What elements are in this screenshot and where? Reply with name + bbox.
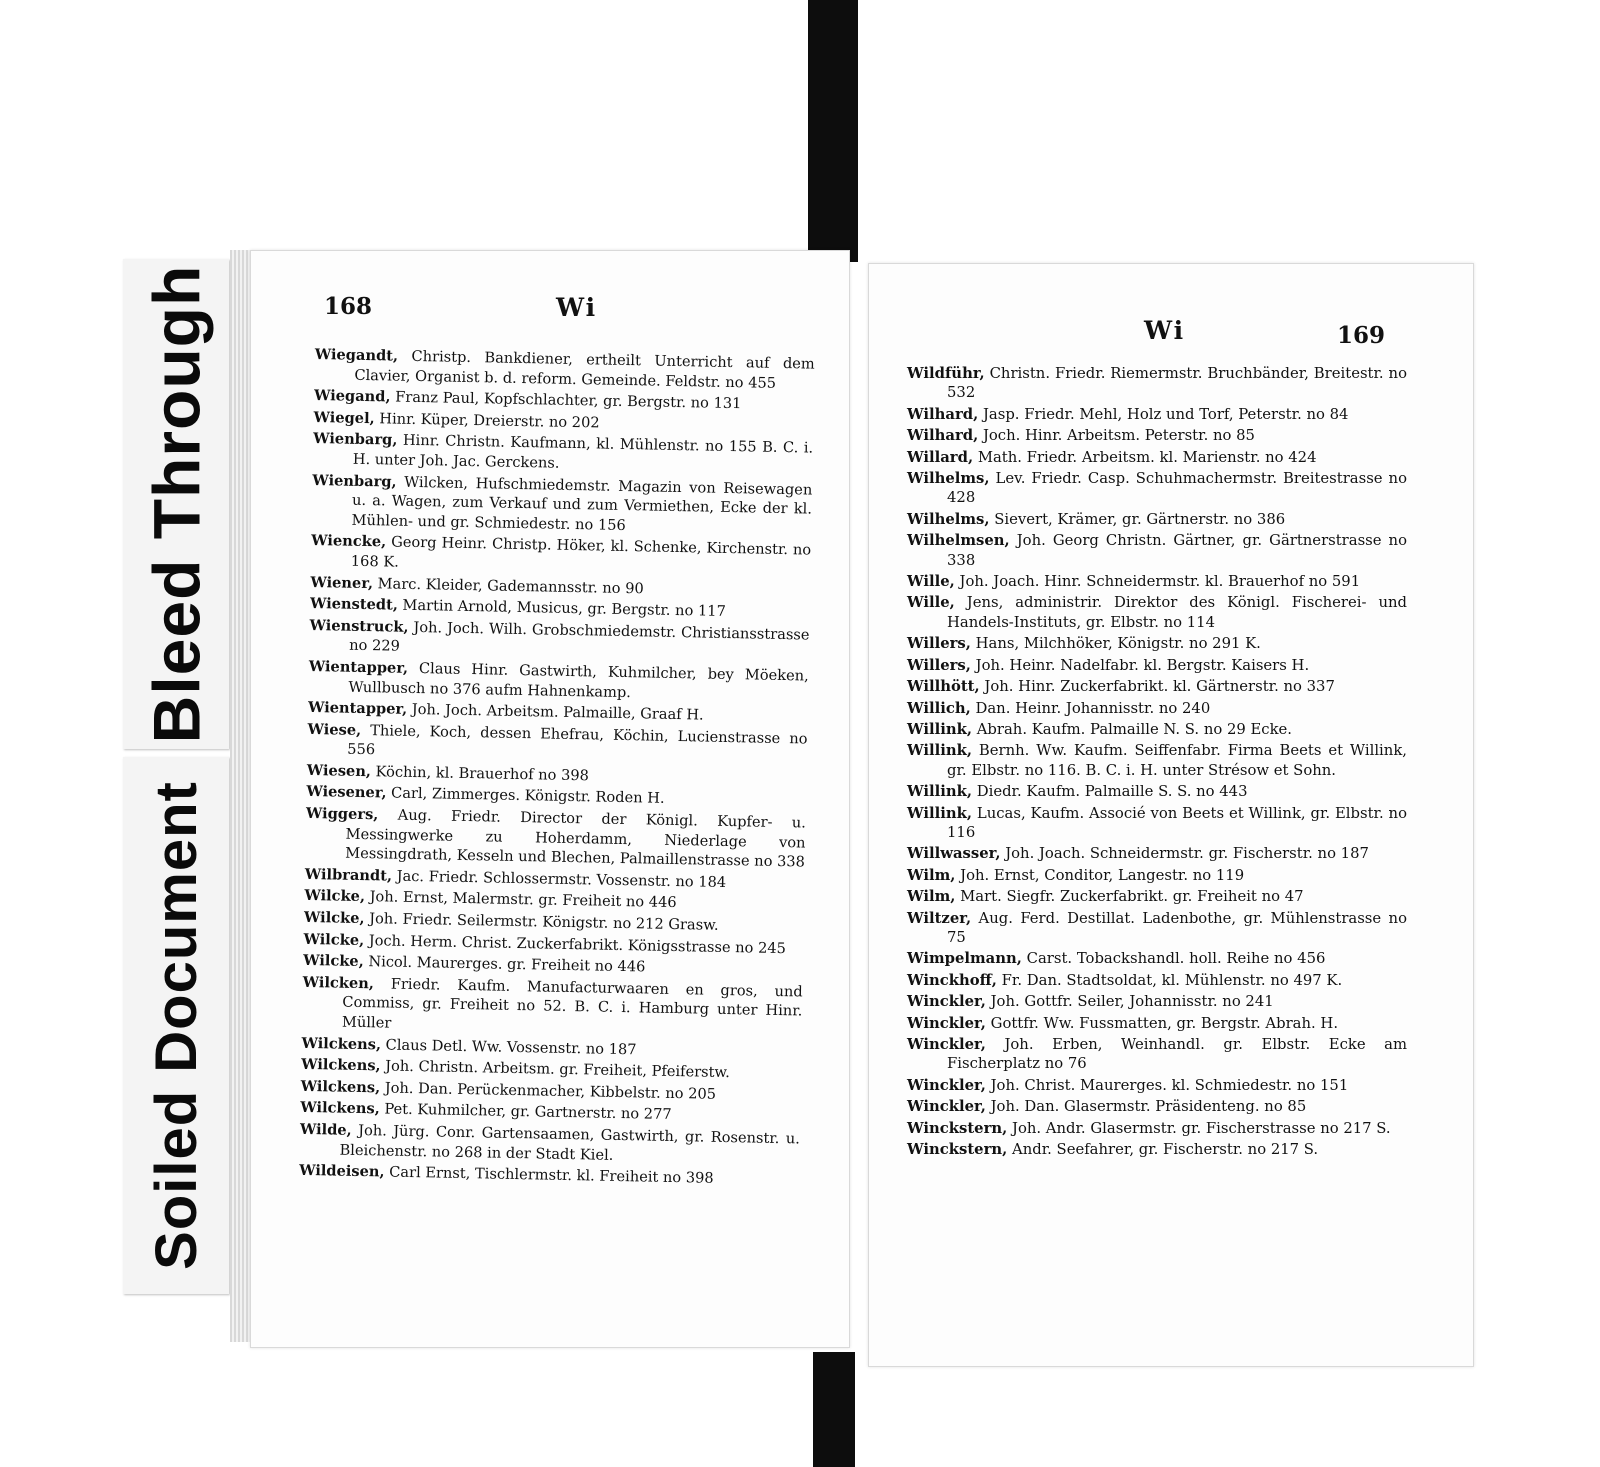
entry-surname: Wientapper, — [307, 699, 408, 718]
binding-strip-bottom — [813, 1352, 855, 1467]
directory-entry — [907, 949, 1407, 968]
entry-surname: Willink, — [907, 783, 973, 801]
entry-surname: Wilcken, — [302, 973, 375, 993]
directory-entry — [907, 804, 1407, 843]
entry-details: Aug. Ferd. Destillat. Ladenbothe, gr. Mühlenstrasse no 75 — [947, 909, 1407, 946]
entry-surname: Wilhelms, — [907, 470, 990, 488]
entry-surname: Wilhard, — [907, 427, 979, 445]
entry-surname: Willink, — [907, 804, 973, 822]
directory-entry — [907, 1076, 1407, 1095]
entry-surname: Wiesener, — [306, 783, 387, 802]
directory-entry — [907, 364, 1407, 403]
entry-details: Aug. Friedr. Director der Königl. Kupfer- u. Messingwerke zu Hoherdamm, Niederlage von Messingdrath, Kesseln und Blechen, Palmaillenstrasse no 338 — [345, 806, 807, 871]
entry-details: Carl, Zimmerges. Königstr. Roden H. — [390, 785, 665, 808]
entry-surname: Wilm, — [907, 866, 956, 884]
right-entry-list — [907, 364, 1407, 1161]
entry-details: Pet. Kuhmilcher, gr. Gartnerstr. no 277 — [384, 1100, 672, 1124]
right-page-number: 169 — [1336, 322, 1385, 349]
entry-details: Marc. Kleider, Gademannsstr. no 90 — [377, 574, 644, 597]
entry-details: Thiele, Koch, dessen Ehefrau, Köchin, Lucienstrasse no 556 — [347, 721, 808, 759]
entry-surname: Wilcke, — [303, 908, 365, 928]
entry-details: Joh. Gottfr. Seiler, Johannisstr. no 241 — [990, 993, 1274, 1011]
entry-surname: Willard, — [907, 448, 974, 466]
left-page-number: 168 — [324, 293, 373, 320]
directory-entry — [907, 448, 1407, 467]
bleed-through-tab — [123, 259, 229, 749]
entry-surname: Winckler, — [907, 1098, 986, 1116]
entry-surname: Willwasser, — [907, 845, 1001, 863]
directory-entry — [308, 657, 809, 706]
entry-details: Christp. Bankdiener, ertheilt Unterricht auf dem Clavier, Organist b. d. reform. Gemeinde. Feldstr. no 455 — [354, 347, 815, 392]
entry-surname: Wiese, — [307, 720, 362, 739]
entry-details: Bernh. Ww. Kaufm. Seiffenfabr. Firma Beets et Willink, gr. Elbstr. no 116. B. C. i. H. unter Strésow et Sohn. — [947, 742, 1407, 779]
entry-surname: Wille, — [907, 594, 955, 612]
directory-entry — [907, 1014, 1407, 1033]
directory-entry — [309, 616, 810, 665]
entry-details: Math. Friedr. Arbeitsm. kl. Marienstr. no 424 — [977, 448, 1317, 466]
entry-surname: Willers, — [907, 635, 971, 653]
entry-details: Mart. Siegfr. Zuckerfabrikt. gr. Freiheit no 47 — [960, 888, 1304, 906]
entry-details: Joh. Hinr. Zuckerfabrikt. kl. Gärtnerstr. no 337 — [984, 678, 1335, 696]
entry-details: Sievert, Krämer, gr. Gärtnerstr. no 386 — [994, 510, 1286, 528]
directory-entry — [907, 720, 1407, 739]
entry-details: Joh. Ernst, Conditor, Langestr. no 119 — [960, 866, 1245, 884]
entry-details: Hinr. Küper, Dreierstr. no 202 — [379, 410, 600, 432]
directory-entry — [907, 1035, 1407, 1074]
entry-details: Lucas, Kaufm. Associé von Beets et Willink, gr. Elbstr. no 116 — [947, 804, 1407, 841]
directory-entry — [907, 677, 1407, 696]
entry-details: Claus Hinr. Gastwirth, Kuhmilcher, bey Möeken, Wullbusch no 376 aufm Hahnenkamp. — [348, 659, 809, 701]
directory-entry — [907, 593, 1407, 632]
entry-details: Wilcken, Hufschmiedemstr. Magazin von Reisewagen u. a. Wagen, zum Verkauf und zum Vermiethen, Ecke der kl. Mühlen- und gr. Schmiedestr. no 156 — [351, 473, 813, 534]
entry-details: Hinr. Christn. Kaufmann, kl. Mühlenstr. no 155 B. C. i. H. unter Joh. Jac. Gerckens. — [352, 432, 814, 472]
entry-surname: Wilckens, — [300, 1077, 381, 1097]
entry-surname: Wille, — [907, 573, 955, 591]
directory-entry — [907, 782, 1407, 801]
entry-surname: Wilckens, — [301, 1056, 381, 1075]
entry-details: Georg Heinr. Christp. Höker, kl. Schenke, Kirchenstr. no 168 K. — [350, 533, 812, 571]
directory-entry — [305, 804, 806, 872]
entry-details: Claus Detl. Ww. Vossenstr. no 187 — [385, 1036, 637, 1058]
left-page-header — [251, 251, 849, 321]
directory-entry — [313, 429, 814, 478]
entry-surname: Wiesen, — [306, 761, 372, 781]
entry-details: Fr. Dan. Stadtsoldat, kl. Mühlenstr. no 497 K. — [1001, 971, 1343, 989]
entry-details: Joh. Georg Christn. Gärtner, gr. Gärtnerstrasse no 338 — [947, 532, 1407, 569]
directory-entry — [307, 720, 808, 769]
entry-surname: Wiegel, — [313, 408, 375, 427]
entry-surname: Wilckens, — [301, 1034, 382, 1053]
entry-details: Joch. Herm. Christ. Zuckerfabrikt. Königsstrasse no 245 — [368, 931, 787, 957]
entry-details: Joh. Heinr. Nadelfabr. kl. Bergstr. Kaisers H. — [975, 656, 1310, 674]
right-page-running-head: Wi — [1144, 316, 1186, 345]
entry-details: Joh. Joach. Schneidermstr. gr. Fischerstr. no 187 — [1005, 845, 1369, 863]
directory-entry — [907, 469, 1407, 508]
entry-details: Jac. Friedr. Schlossermstr. Vossenstr. no 184 — [396, 867, 727, 891]
entry-details: Joch. Hinr. Arbeitsm. Peterstr. no 85 — [982, 427, 1255, 445]
left-entry-list — [299, 345, 815, 1192]
entry-surname: Wilcke, — [304, 887, 366, 906]
entry-details: Joh. Dan. Perückenmacher, Kibbelstr. no 205 — [384, 1079, 717, 1103]
entry-surname: Willink, — [907, 720, 973, 738]
entry-details: Carl Ernst, Tischlermstr. kl. Freiheit no 398 — [389, 1163, 714, 1187]
entry-details: Joh. Joach. Hinr. Schneidermstr. kl. Brauerhof no 591 — [959, 573, 1361, 591]
directory-entry — [311, 531, 812, 580]
entry-details: Joh. Erben, Weinhandl. gr. Elbstr. Ecke am Fischerplatz no 76 — [947, 1036, 1407, 1073]
entry-details: Franz Paul, Kopfschlachter, gr. Bergstr. no 131 — [395, 388, 742, 413]
entry-details: Jens, administrir. Direktor des Königl. Fischerei- und Handels-Instituts, gr. Elbstr. no 114 — [947, 594, 1407, 631]
directory-entry — [907, 699, 1407, 718]
entry-details: Diedr. Kaufm. Palmaille S. S. no 443 — [976, 783, 1248, 801]
entry-surname: Wilbrandt, — [304, 865, 393, 885]
entry-surname: Wilckens, — [300, 1099, 380, 1118]
entry-details: Andr. Seefahrer, gr. Fischerstr. no 217 S. — [1012, 1141, 1319, 1159]
directory-entry — [907, 510, 1407, 529]
entry-details: Nicol. Maurerges. gr. Freiheit no 446 — [368, 953, 646, 976]
directory-entry — [907, 741, 1407, 780]
directory-entry — [907, 656, 1407, 675]
entry-surname: Winckhoff, — [907, 971, 997, 989]
entry-details: Joh. Christ. Maurerges. kl. Schmiedestr. no 151 — [990, 1076, 1349, 1094]
entry-surname: Winckler, — [907, 993, 986, 1011]
entry-surname: Wilhelmsen, — [907, 532, 1010, 550]
directory-entry — [907, 844, 1407, 863]
entry-surname: Wilm, — [907, 888, 956, 906]
entry-surname: Willich, — [907, 699, 971, 717]
entry-surname: Wilcke, — [303, 952, 364, 971]
right-page — [868, 263, 1474, 1367]
bleed-through-label: Bleed Through — [139, 264, 213, 744]
entry-details: Joh. Joch. Arbeitsm. Palmaille, Graaf H. — [411, 701, 704, 724]
entry-surname: Wiegand, — [313, 387, 391, 406]
entry-surname: Wienstedt, — [309, 595, 399, 614]
entry-surname: Winckler, — [907, 1014, 986, 1032]
directory-entry — [907, 405, 1407, 424]
directory-entry — [907, 1119, 1407, 1138]
entry-surname: Winckstern, — [907, 1141, 1008, 1159]
entry-details: Joh. Ernst, Malermstr. gr. Freiheit no 446 — [369, 888, 677, 912]
entry-surname: Wienbarg, — [313, 430, 398, 449]
entry-surname: Wilhard, — [907, 405, 979, 423]
entry-details: Joh. Jürg. Conr. Gartensaamen, Gastwirth, gr. Rosenstr. u. Bleichenstr. no 268 in der Stadt Kiel. — [339, 1121, 801, 1164]
directory-entry — [907, 992, 1407, 1011]
directory-entry — [907, 866, 1407, 885]
entry-surname: Wildführ, — [907, 365, 985, 382]
directory-entry — [299, 1120, 800, 1169]
entry-surname: Wientapper, — [308, 657, 409, 677]
entry-details: Gottfr. Ww. Fussmatten, gr. Bergstr. Abrah. H. — [990, 1014, 1339, 1032]
entry-details: Friedr. Kaufm. Manufacturwaaren en gros, und Commiss, gr. Freiheit no 52. B. C. i. Hamburg unter Hinr. Müller — [341, 975, 803, 1032]
entry-details: Köchin, kl. Brauerhof no 398 — [375, 763, 590, 785]
entry-surname: Wienbarg, — [312, 471, 397, 491]
entry-surname: Wiener, — [310, 573, 374, 592]
binding-strip-top — [808, 0, 858, 262]
directory-entry — [907, 634, 1407, 653]
entry-details: Christn. Friedr. Riemermstr. Bruchbänder, Breitestr. no 532 — [947, 365, 1407, 402]
entry-surname: Wilcke, — [303, 930, 365, 949]
entry-details: Joh. Friedr. Seilermstr. Königstr. no 212 Grasw. — [369, 910, 719, 934]
page-stack-edge — [230, 250, 252, 1342]
directory-entry — [907, 909, 1407, 948]
entry-surname: Wiggers, — [305, 804, 379, 824]
entry-surname: Wilhelms, — [907, 510, 990, 528]
directory-entry — [907, 1140, 1407, 1159]
entry-surname: Wilde, — [299, 1120, 352, 1139]
directory-entry — [907, 572, 1407, 591]
entry-surname: Wildeisen, — [298, 1162, 385, 1181]
entry-details: Dan. Heinr. Johannisstr. no 240 — [975, 699, 1211, 717]
entry-surname: Willers, — [907, 656, 971, 674]
entry-surname: Wimpelmann, — [907, 950, 1022, 968]
left-page-running-head: Wi — [556, 293, 598, 322]
entry-surname: Wiltzer, — [907, 909, 972, 927]
left-page — [250, 250, 850, 1348]
entry-details: Joh. Dan. Glasermstr. Präsidenteng. no 85 — [990, 1098, 1307, 1116]
entry-details: Jasp. Friedr. Mehl, Holz und Torf, Peterstr. no 84 — [982, 405, 1349, 423]
entry-details: Lev. Friedr. Casp. Schuhmachermstr. Breitestrasse no 428 — [947, 470, 1407, 507]
entry-surname: Winckler, — [907, 1076, 986, 1094]
directory-entry — [907, 426, 1407, 445]
entry-surname: Wiencke, — [311, 532, 387, 551]
entry-details: Martin Arnold, Musicus, gr. Bergstr. no 117 — [402, 596, 726, 621]
directory-entry — [314, 345, 815, 394]
entry-details: Joh. Christn. Arbeitsm. gr. Freiheit, Pfeiferstw. — [385, 1057, 731, 1082]
entry-surname: Winckler, — [907, 1036, 986, 1053]
entry-surname: Willink, — [907, 742, 973, 760]
soiled-document-label: Soiled Document — [143, 781, 209, 1270]
directory-entry — [302, 973, 803, 1041]
directory-entry — [907, 971, 1407, 990]
directory-entry — [907, 531, 1407, 570]
directory-entry — [311, 471, 812, 539]
entry-surname: Willhött, — [907, 678, 980, 696]
entry-details: Carst. Tobackshandl. holl. Reihe no 456 — [1026, 950, 1326, 968]
entry-details: Hans, Milchhöker, Königstr. no 291 K. — [975, 635, 1261, 653]
entry-surname: Wiegandt, — [314, 345, 399, 365]
entry-surname: Wienstruck, — [309, 616, 409, 636]
entry-surname: Winckstern, — [907, 1119, 1008, 1137]
entry-details: Abrah. Kaufm. Palmaille N. S. no 29 Ecke. — [976, 720, 1293, 738]
soiled-document-tab — [123, 757, 229, 1294]
entry-details: Joh. Andr. Glasermstr. gr. Fischerstrasse no 217 S. — [1012, 1119, 1391, 1137]
entry-details: Joh. Joch. Wilh. Grobschmiedemstr. Christiansstrasse no 229 — [349, 618, 810, 655]
right-page-header — [869, 264, 1473, 349]
directory-entry — [907, 887, 1407, 906]
directory-entry — [907, 1097, 1407, 1116]
